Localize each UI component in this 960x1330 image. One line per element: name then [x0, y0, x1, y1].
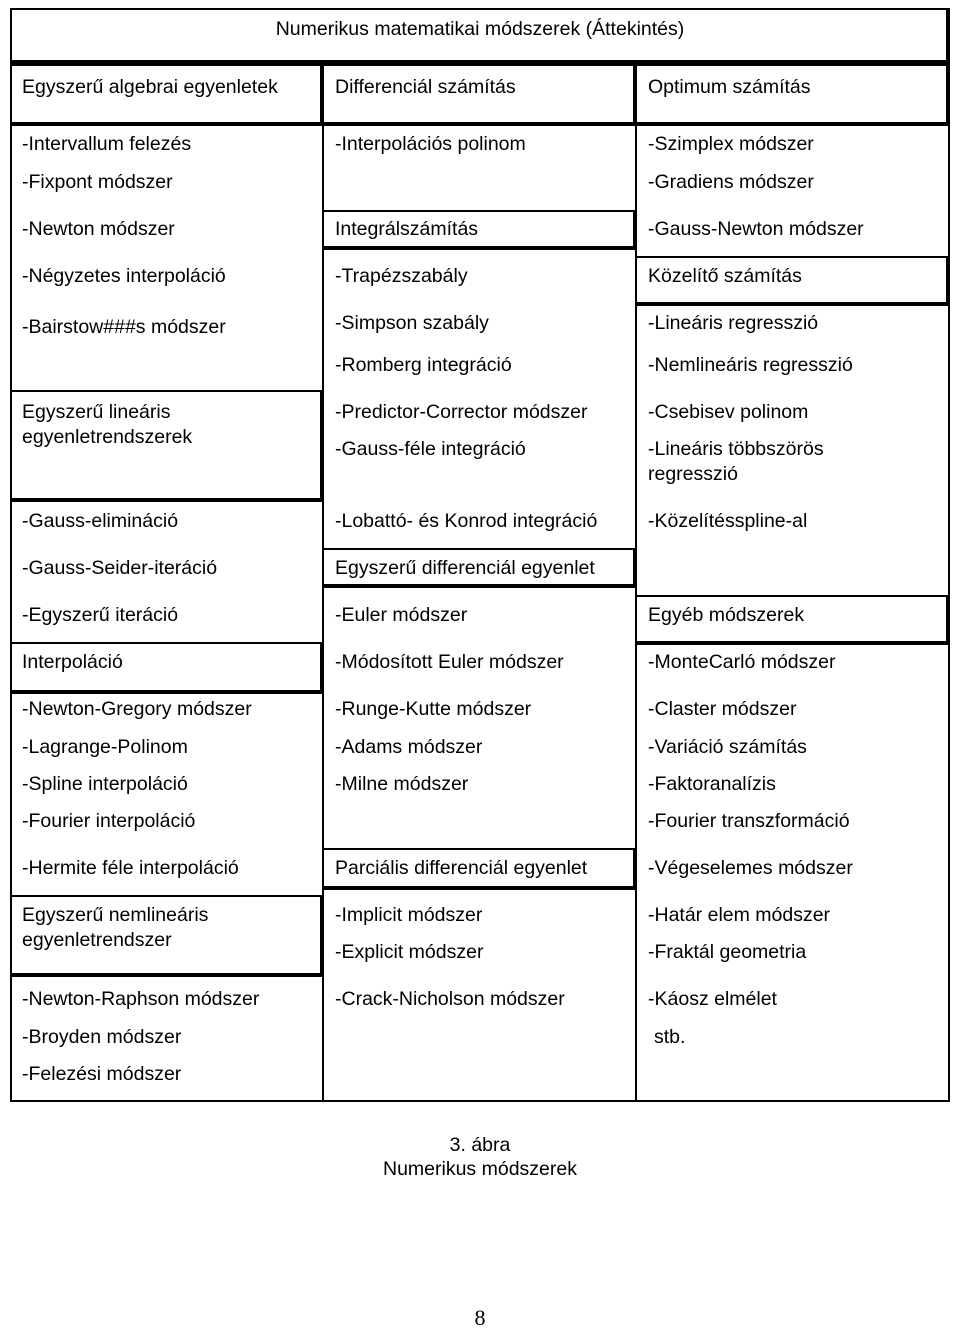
list-item: -Végeselemes módszer: [648, 857, 853, 879]
list-item: -Variáció számítás: [648, 736, 807, 758]
list-item: -Csebisev polinom: [648, 401, 809, 423]
heading-other: Egyéb módszerek: [648, 604, 805, 626]
list-item: -Fixpont módszer: [22, 171, 173, 193]
heading-nonlinear: Egyszerű nemlineáris egyenletrendszer: [22, 904, 209, 951]
list-item: -Hermite féle interpoláció: [22, 857, 239, 879]
figure-number: 3. ábra: [449, 1134, 511, 1156]
list-item: -Newton-Gregory módszer: [22, 698, 252, 720]
list-item: -Spline interpoláció: [22, 773, 188, 795]
list-item: stb.: [654, 1026, 686, 1048]
list-item: -Newton módszer: [22, 218, 175, 240]
list-item: -MonteCarló módszer: [648, 651, 836, 673]
list-item: -Lineáris regresszió: [648, 312, 819, 334]
list-item: -Gauss-elimináció: [22, 510, 179, 532]
list-item: -Módosított Euler módszer: [335, 651, 564, 673]
list-item: -Gauss-Seider-iteráció: [22, 557, 218, 579]
list-item: -Szimplex módszer: [648, 133, 814, 155]
heading-interp: Interpoláció: [22, 651, 123, 673]
list-item: -Lagrange-Polinom: [22, 736, 188, 758]
heading-pde: Parciális differenciál egyenlet: [335, 857, 588, 879]
list-item: -Egyszerű iteráció: [22, 604, 179, 626]
list-item: -Broyden módszer: [22, 1026, 182, 1048]
list-item: -Gauss-Newton módszer: [648, 218, 864, 240]
list-item: -Közelítésspline-al: [648, 510, 808, 532]
list-item: -Bairstow###s módszer: [22, 316, 226, 338]
list-item: -Fraktál geometria: [648, 941, 807, 963]
figure-caption: Numerikus módszerek: [383, 1158, 577, 1180]
heading-diff: Differenciál számítás: [335, 76, 516, 98]
list-item: -Adams módszer: [335, 736, 483, 758]
list-item: -Implicit módszer: [335, 904, 483, 926]
list-item: -Crack-Nicholson módszer: [335, 988, 565, 1010]
list-item: -Milne módszer: [335, 773, 469, 795]
page-number: 8: [474, 1305, 486, 1330]
list-item: -Claster módszer: [648, 698, 797, 720]
list-item: -Határ elem módszer: [648, 904, 831, 926]
list-item: -Lineáris többszörös regresszió: [648, 438, 824, 485]
list-item: -Gauss-féle integráció: [335, 438, 526, 460]
heading-integral: Integrálszámítás: [335, 218, 479, 240]
heading-ode: Egyszerű differenciál egyenlet: [335, 557, 595, 579]
heading-linear: Egyszerű lineáris egyenletrendszerek: [22, 401, 193, 448]
list-item: -Newton-Raphson módszer: [22, 988, 260, 1010]
list-item: -Predictor-Corrector módszer: [335, 401, 588, 423]
list-item: -Lobattó- és Konrod integráció: [335, 510, 598, 532]
list-item: -Fourier transzformáció: [648, 810, 850, 832]
list-item: -Romberg integráció: [335, 354, 512, 376]
list-item: -Explicit módszer: [335, 941, 484, 963]
list-item: -Trapézszabály: [335, 265, 468, 287]
list-item: -Káosz elmélet: [648, 988, 777, 1010]
page-title: Numerikus matematikai módszerek (Áttekintés): [275, 18, 685, 40]
heading-optimum: Optimum számítás: [648, 76, 811, 98]
list-item: -Simpson szabály: [335, 312, 489, 334]
list-item: -Intervallum felezés: [22, 133, 192, 155]
list-item: -Gradiens módszer: [648, 171, 814, 193]
heading-approx: Közelítő számítás: [648, 265, 802, 287]
list-item: -Négyzetes interpoláció: [22, 265, 226, 287]
list-item: -Interpolációs polinom: [335, 133, 526, 155]
list-item: -Runge-Kutte módszer: [335, 698, 532, 720]
heading-algebra: Egyszerű algebrai egyenletek: [22, 76, 278, 98]
list-item: -Euler módszer: [335, 604, 468, 626]
list-item: -Felezési módszer: [22, 1063, 182, 1085]
list-item: -Nemlineáris regresszió: [648, 354, 853, 376]
list-item: -Fourier interpoláció: [22, 810, 196, 832]
list-item: -Faktoranalízis: [648, 773, 776, 795]
